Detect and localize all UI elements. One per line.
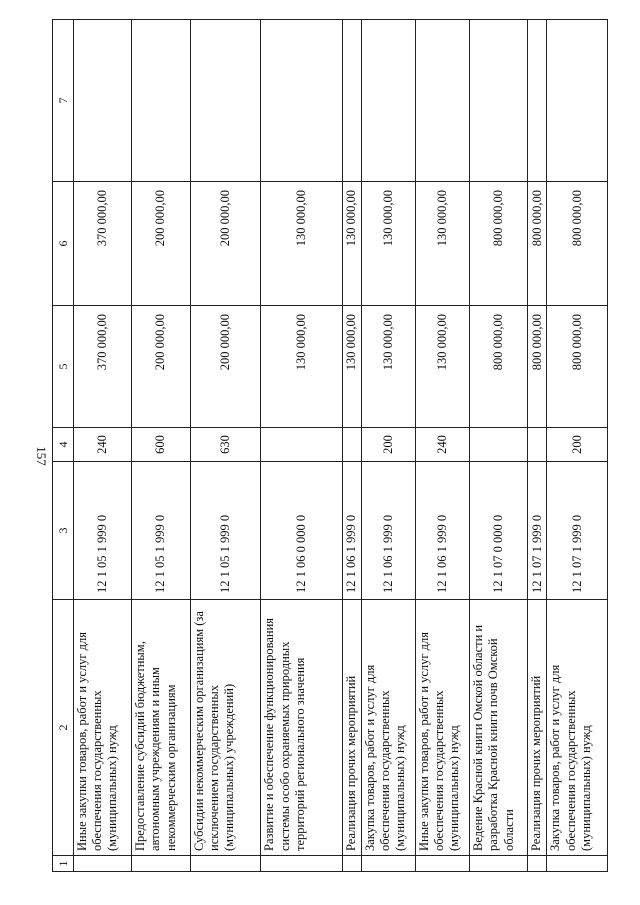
item-name-cell: Иные закупки товаров, работ и услуг для обеспечения государственных (муниципальных) нужд bbox=[73, 600, 131, 856]
amount-col5-cell: 370 000,00 bbox=[73, 306, 131, 428]
expense-type-cell bbox=[528, 428, 547, 462]
table-row bbox=[190, 20, 261, 872]
target-code-cell: 12 1 06 1 999 0 bbox=[361, 462, 415, 600]
amount-col5-cell: 130 000,00 bbox=[342, 306, 361, 428]
amount-col6-cell: 200 000,00 bbox=[132, 182, 190, 306]
amount-col5-cell: 200 000,00 bbox=[132, 306, 190, 428]
row-number-cell bbox=[73, 856, 131, 872]
table-row bbox=[415, 20, 469, 872]
row-number-cell bbox=[528, 856, 547, 872]
expense-type-cell: 630 bbox=[190, 428, 261, 462]
amount-col7-cell bbox=[132, 20, 190, 182]
target-code-cell: 12 1 06 0 000 0 bbox=[261, 462, 342, 600]
amount-col5-cell: 200 000,00 bbox=[190, 306, 261, 428]
row-number-cell bbox=[415, 856, 469, 872]
table-row bbox=[342, 20, 361, 872]
item-name-cell: Предоставление субсидий бюджетным, автономным учреждениям и иным некоммерческим организациям bbox=[132, 600, 190, 856]
item-name-cell: Закупка товаров, работ и услуг для обеспечения государственных (муниципальных) нужд bbox=[547, 600, 608, 856]
amount-col6-cell: 370 000,00 bbox=[73, 182, 131, 306]
item-name-cell: Закупка товаров, работ и услуг для обеспечения государственных (муниципальных) нужд bbox=[361, 600, 415, 856]
amount-col6-cell: 800 000,00 bbox=[547, 182, 608, 306]
item-name-cell: Ведение Красной книги Омской области и разработка Красной книги почв Омской области bbox=[470, 600, 528, 856]
column-header: 6 bbox=[53, 182, 74, 306]
amount-col5-cell: 130 000,00 bbox=[361, 306, 415, 428]
target-code-cell: 12 1 07 1 999 0 bbox=[528, 462, 547, 600]
table-row bbox=[470, 20, 528, 872]
amount-col5-cell: 800 000,00 bbox=[470, 306, 528, 428]
column-header: 7 bbox=[53, 20, 74, 182]
target-code-cell: 12 1 06 1 999 0 bbox=[415, 462, 469, 600]
table-row bbox=[132, 20, 190, 872]
amount-col7-cell bbox=[415, 20, 469, 182]
amount-col6-cell: 130 000,00 bbox=[415, 182, 469, 306]
table-row bbox=[73, 20, 131, 872]
amount-col6-cell: 130 000,00 bbox=[361, 182, 415, 306]
expense-type-cell bbox=[470, 428, 528, 462]
amount-col5-cell: 130 000,00 bbox=[415, 306, 469, 428]
item-name-cell: Иные закупки товаров, работ и услуг для обеспечения государственных (муниципальных) нужд bbox=[415, 600, 469, 856]
item-name-cell: Реализация прочих мероприятий bbox=[528, 600, 547, 856]
amount-col7-cell bbox=[528, 20, 547, 182]
target-code-cell: 12 1 05 1 999 0 bbox=[132, 462, 190, 600]
item-name-cell: Развитие и обеспечение функционирования системы особо охраняемых природных территорий регионального значения bbox=[261, 600, 342, 856]
column-header: 2 bbox=[53, 600, 74, 856]
amount-col7-cell bbox=[73, 20, 131, 182]
amount-col7-cell bbox=[547, 20, 608, 182]
expense-type-cell: 600 bbox=[132, 428, 190, 462]
column-header: 5 bbox=[53, 306, 74, 428]
row-number-cell bbox=[470, 856, 528, 872]
row-number-cell bbox=[547, 856, 608, 872]
item-name-cell: Реализация прочих мероприятий bbox=[342, 600, 361, 856]
item-name-cell: Субсидии некоммерческим организациям (за исключением государственных (муниципальных) учреждений) bbox=[190, 600, 261, 856]
target-code-cell: 12 1 05 1 999 0 bbox=[190, 462, 261, 600]
target-code-cell: 12 1 05 1 999 0 bbox=[73, 462, 131, 600]
table-row bbox=[547, 20, 608, 872]
column-header: 4 bbox=[53, 428, 74, 462]
header-row bbox=[53, 20, 74, 872]
amount-col6-cell: 130 000,00 bbox=[261, 182, 342, 306]
target-code-cell: 12 1 06 1 999 0 bbox=[342, 462, 361, 600]
column-header: 1 bbox=[53, 856, 74, 872]
expense-type-cell: 240 bbox=[415, 428, 469, 462]
amount-col7-cell bbox=[190, 20, 261, 182]
target-code-cell: 12 1 07 1 999 0 bbox=[547, 462, 608, 600]
budget-table bbox=[52, 19, 608, 872]
row-number-cell bbox=[190, 856, 261, 872]
expense-type-cell bbox=[261, 428, 342, 462]
target-code-cell: 12 1 07 0 000 0 bbox=[470, 462, 528, 600]
amount-col5-cell: 800 000,00 bbox=[528, 306, 547, 428]
amount-col5-cell: 800 000,00 bbox=[547, 306, 608, 428]
expense-type-cell: 200 bbox=[361, 428, 415, 462]
amount-col6-cell: 800 000,00 bbox=[470, 182, 528, 306]
amount-col7-cell bbox=[470, 20, 528, 182]
column-header: 3 bbox=[53, 462, 74, 600]
amount-col7-cell bbox=[361, 20, 415, 182]
amount-col7-cell bbox=[342, 20, 361, 182]
row-number-cell bbox=[342, 856, 361, 872]
expense-type-cell: 200 bbox=[547, 428, 608, 462]
table-row bbox=[261, 20, 342, 872]
expense-type-cell bbox=[342, 428, 361, 462]
amount-col7-cell bbox=[261, 20, 342, 182]
amount-col6-cell: 800 000,00 bbox=[528, 182, 547, 306]
row-number-cell bbox=[361, 856, 415, 872]
amount-col6-cell: 130 000,00 bbox=[342, 182, 361, 306]
amount-col5-cell: 130 000,00 bbox=[261, 306, 342, 428]
rotated-table-container bbox=[52, 20, 608, 872]
page-number: 157 bbox=[34, 446, 49, 466]
row-number-cell bbox=[261, 856, 342, 872]
expense-type-cell: 240 bbox=[73, 428, 131, 462]
row-number-cell bbox=[132, 856, 190, 872]
table-row bbox=[528, 20, 547, 872]
table-row bbox=[361, 20, 415, 872]
amount-col6-cell: 200 000,00 bbox=[190, 182, 261, 306]
